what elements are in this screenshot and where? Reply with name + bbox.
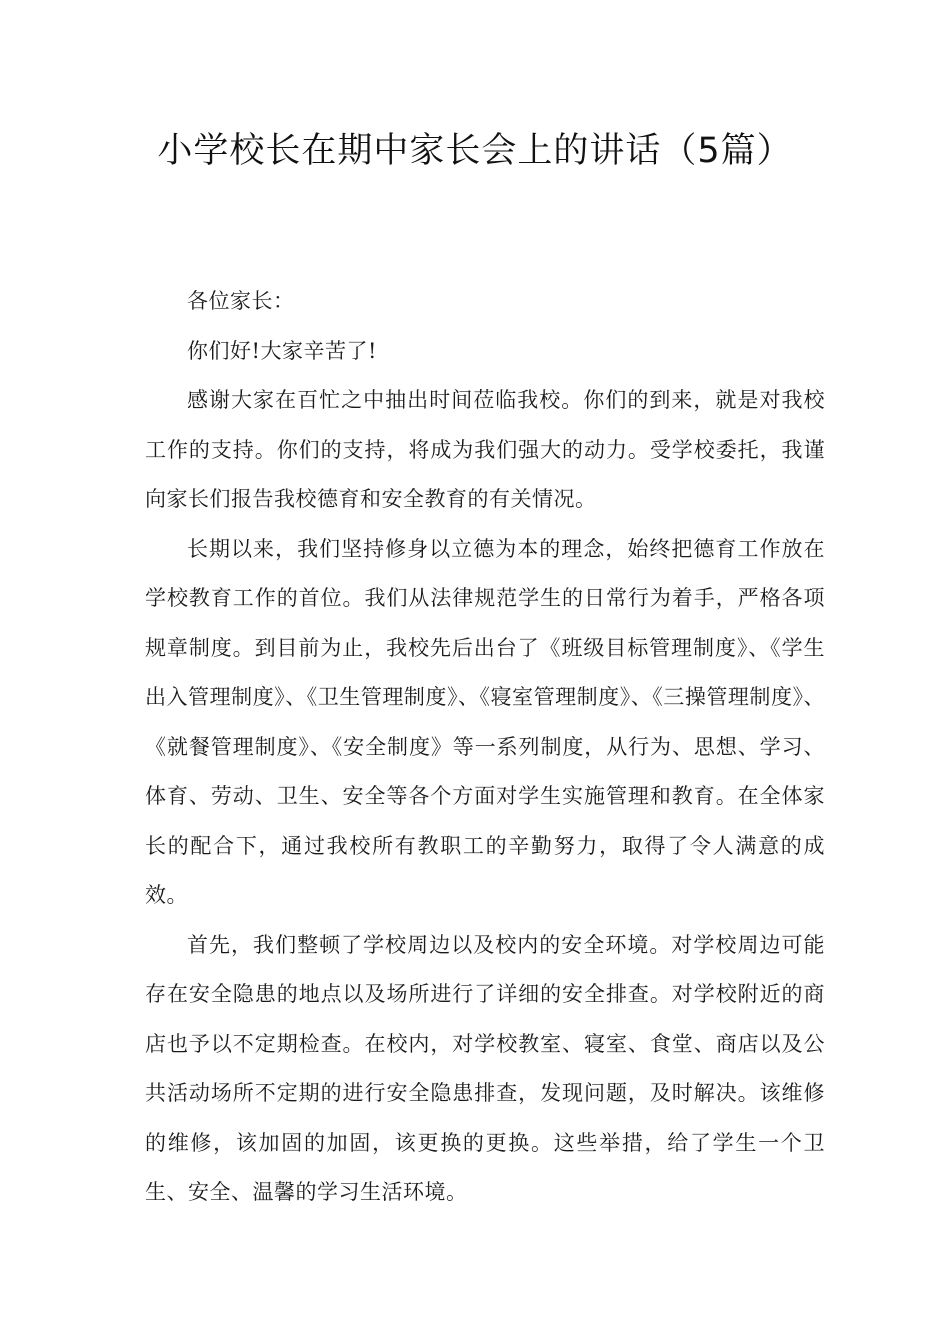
- body-paragraph: 首先，我们整顿了学校周边以及校内的安全环境。对学校周边可能存在安全隐患的地点以及场所进行了详细的安全排查。对学校附近的商店也予以不定期检查。在校内，对学校教室、寝室、食堂、商店以及公共活动场所不定期的进行安全隐患排查，发现问题，及时解决。该维修的维修，该加固的加固，该更换的更换。这些举措，给了学生一个卫生、安全、温馨的学习生活环境。: [145, 932, 825, 1204]
- document-title: 小学校长在期中家长会上的讲话（5篇）: [157, 131, 793, 171]
- document-body: [145, 277, 825, 1218]
- body-paragraph: 长期以来，我们坚持修身以立德为本的理念，始终把德育工作放在学校教育工作的首位。我们从法律规范学生的日常行为着手，严格各项规章制度。到目前为止，我校先后出台了《班级目标管理制度》、《学生出入管理制度》、《卫生管理制度》、《寝室管理制度》、《三操管理制度》、《就餐管理制度》、《安全制度》等一系列制度，从行为、思想、学习、体育、劳动、卫生、安全等各个方面对学生实施管理和教育。在全体家长的配合下，通过我校所有教职工的辛勤努力，取得了令人满意的成效。: [145, 536, 825, 907]
- salutation-paragraph: 各位家长：: [187, 289, 295, 313]
- body-paragraph: 感谢大家在百忙之中抽出时间莅临我校。你们的到来，就是对我校工作的支持。你们的支持，将成为我们强大的动力。受学校委托，我谨向家长们报告我校德育和安全教育的有关情况。: [145, 388, 825, 511]
- greeting-paragraph: 你们好!大家辛苦了!: [187, 338, 377, 363]
